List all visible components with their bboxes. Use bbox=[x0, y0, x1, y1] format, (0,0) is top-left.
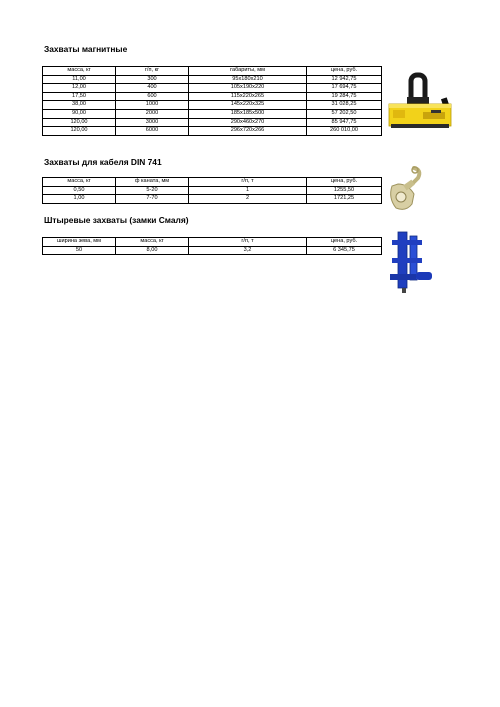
table-cell: 0,50 bbox=[43, 186, 116, 195]
table-cell: 17 694,75 bbox=[307, 84, 382, 93]
pin-clamps-table bbox=[42, 237, 382, 255]
table-row bbox=[43, 127, 382, 136]
col-header: г/п, кг bbox=[116, 67, 189, 76]
table-cell: 6 345,75 bbox=[307, 246, 382, 255]
table-cell: 120,00 bbox=[43, 118, 116, 127]
table-cell: 296х720х266 bbox=[189, 127, 307, 136]
col-header: масса, кг bbox=[43, 67, 116, 76]
table-header-row bbox=[43, 178, 382, 187]
table-cell: 38,00 bbox=[43, 101, 116, 110]
col-header: цена, руб. bbox=[307, 178, 382, 187]
col-header: ф каната, мм bbox=[116, 178, 189, 187]
table-cell: 50 bbox=[43, 246, 116, 255]
table-cell: 145х220х325 bbox=[189, 101, 307, 110]
table-row bbox=[43, 109, 382, 118]
table-cell: 185х185х500 bbox=[189, 109, 307, 118]
table-cell: 2000 bbox=[116, 109, 189, 118]
col-header: г/п, т bbox=[189, 238, 307, 247]
table-row bbox=[43, 186, 382, 195]
table-cell: 19 284,75 bbox=[307, 92, 382, 101]
col-header: габариты, мм bbox=[189, 67, 307, 76]
table-row bbox=[43, 195, 382, 204]
table-cell: 105х190х220 bbox=[189, 84, 307, 93]
cable-grips-table bbox=[42, 177, 382, 204]
table-row bbox=[43, 92, 382, 101]
table-row bbox=[43, 75, 382, 84]
magnetic-lifters-table bbox=[42, 66, 382, 136]
section-title-pin: Штыревые захваты (замки Смаля) bbox=[44, 215, 189, 225]
table-cell: 17,50 bbox=[43, 92, 116, 101]
table-header-row bbox=[43, 238, 382, 247]
table-cell: 1 bbox=[189, 186, 307, 195]
col-header: ширина зева, мм bbox=[43, 238, 116, 247]
table-cell: 85 947,75 bbox=[307, 118, 382, 127]
col-header: г/п, т bbox=[189, 178, 307, 187]
table-cell: 90,00 bbox=[43, 109, 116, 118]
table-cell: 290х460х270 bbox=[189, 118, 307, 127]
table-cell: 5-20 bbox=[116, 186, 189, 195]
table-cell: 31 028,25 bbox=[307, 101, 382, 110]
table-row bbox=[43, 118, 382, 127]
table-cell: 600 bbox=[116, 92, 189, 101]
section-title-magnetic: Захваты магнитные bbox=[44, 44, 128, 54]
table-cell: 1255,50 bbox=[307, 186, 382, 195]
table-cell: 300 bbox=[116, 75, 189, 84]
pin-clamp-image bbox=[388, 228, 436, 294]
table-cell: 120,00 bbox=[43, 127, 116, 136]
col-header: масса, кг bbox=[43, 178, 116, 187]
table-cell: 115х220х265 bbox=[189, 92, 307, 101]
magnetic-lifter-image bbox=[383, 72, 461, 132]
section-title-cable: Захваты для кабеля DIN 741 bbox=[44, 157, 162, 167]
table-cell: 2 bbox=[189, 195, 307, 204]
table-cell: 11,00 bbox=[43, 75, 116, 84]
col-header: цена, руб. bbox=[307, 238, 382, 247]
table-row bbox=[43, 101, 382, 110]
table-header-row bbox=[43, 67, 382, 76]
table-row bbox=[43, 246, 382, 255]
table-cell: 7-70 bbox=[116, 195, 189, 204]
table-cell: 12 942,75 bbox=[307, 75, 382, 84]
table-cell: 1721,25 bbox=[307, 195, 382, 204]
table-cell: 400 bbox=[116, 84, 189, 93]
col-header: масса, кг bbox=[116, 238, 189, 247]
table-cell: 57 202,50 bbox=[307, 109, 382, 118]
table-cell: 260 010,00 bbox=[307, 127, 382, 136]
cable-grip-image bbox=[384, 164, 426, 214]
table-cell: 8,00 bbox=[116, 246, 189, 255]
table-cell: 1000 bbox=[116, 101, 189, 110]
table-cell: 3000 bbox=[116, 118, 189, 127]
col-header: цена, руб. bbox=[307, 67, 382, 76]
table-cell: 12,00 bbox=[43, 84, 116, 93]
table-cell: 6000 bbox=[116, 127, 189, 136]
table-cell: 1,00 bbox=[43, 195, 116, 204]
table-cell: 3,2 bbox=[189, 246, 307, 255]
table-cell: 95х180х210 bbox=[189, 75, 307, 84]
table-row bbox=[43, 84, 382, 93]
